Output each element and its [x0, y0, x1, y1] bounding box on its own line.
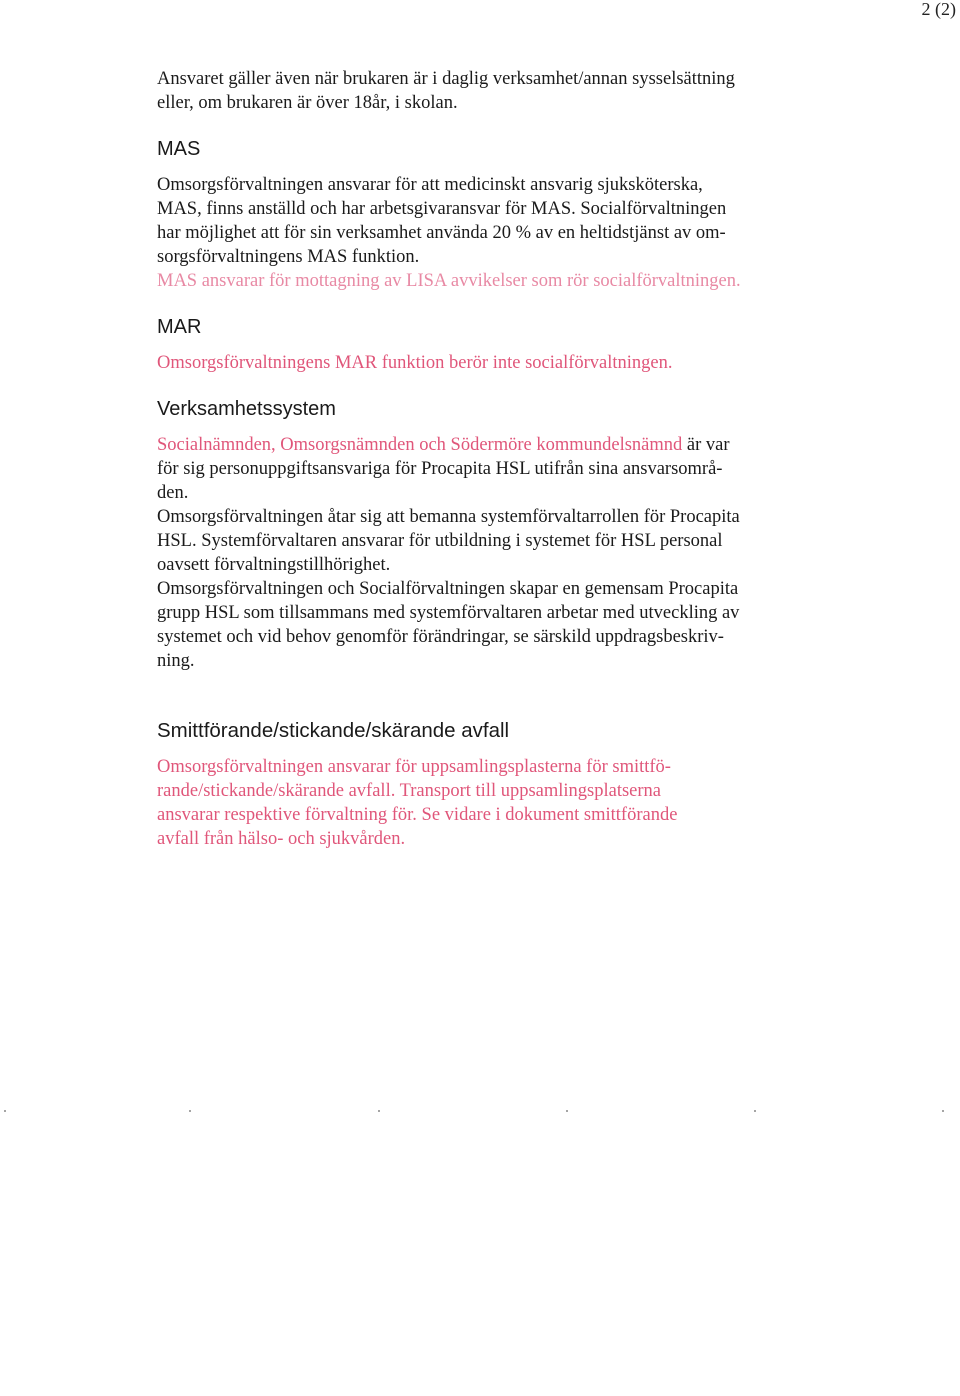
verksamhetssystem-line: systemet och vid behov genomför förändringar, se särskild uppdragsbeskriv-	[157, 627, 724, 647]
verksamhetssystem-line: Omsorgsförvaltningen och Socialförvaltningen skapar en gemensam Procapita	[157, 579, 739, 599]
verksamhetssystem-nämnder-text: Socialnämnden, Omsorgsnämnden och Södermöre kommundelsnämnd	[157, 435, 683, 455]
scan-dot	[378, 1110, 380, 1112]
verksamhetssystem-line: Omsorgsförvaltningen åtar sig att bemanna systemförvaltarrollen för Procapita	[157, 507, 740, 527]
verksamhetssystem-paragraph	[157, 433, 817, 673]
scan-dot	[566, 1110, 568, 1112]
smitt-line: ansvarar respektive förvaltning för. Se vidare i dokument smittförande	[157, 805, 678, 825]
mas-lisa-line: MAS ansvarar för mottagning av LISA avvikelser som rör socialförvaltningen.	[157, 271, 741, 291]
intro-paragraph	[157, 67, 817, 115]
scan-dot	[189, 1110, 191, 1112]
verksamhetssystem-line: ning.	[157, 651, 195, 671]
smitt-line: rande/stickande/skärande avfall. Transport till uppsamlingsplatserna	[157, 781, 662, 801]
smitt-paragraph	[157, 755, 817, 851]
mar-heading: MAR	[157, 316, 202, 338]
mas-heading: MAS	[157, 138, 201, 160]
verksamhetssystem-line: för sig personuppgiftsansvariga för Procapita HSL utifrån sina ansvarsområ-	[157, 459, 723, 479]
scan-dots	[0, 1110, 960, 1114]
page-number: 2 (2)	[921, 0, 956, 19]
verksamhetssystem-heading: Verksamhetssystem	[157, 398, 336, 420]
verksamhetssystem-line: HSL. Systemförvaltaren ansvarar för utbildning i systemet för HSL personal	[157, 531, 723, 551]
intro-line: Ansvaret gäller även när brukaren är i daglig verksamhet/annan sysselsättning	[157, 69, 735, 89]
mar-paragraph	[157, 351, 817, 375]
document-body	[157, 67, 817, 851]
smitt-line: Omsorgsförvaltningen ansvarar för uppsamlingsplasterna för smittfö-	[157, 757, 671, 777]
mas-line: MAS, finns anställd och har arbetsgivaransvar för MAS. Socialförvaltningen	[157, 199, 727, 219]
verksamhetssystem-line: grupp HSL som tillsammans med systemförvaltaren arbetar med utveckling av	[157, 603, 740, 623]
mas-line: Omsorgsförvaltningen ansvarar för att medicinskt ansvarig sjuksköterska,	[157, 175, 703, 195]
mas-paragraph	[157, 173, 817, 293]
verksamhetssystem-first-line-rest: är var	[682, 435, 730, 455]
verksamhetssystem-line: oavsett förvaltningstillhörighet.	[157, 555, 391, 575]
intro-line: eller, om brukaren är över 18år, i skolan.	[157, 93, 458, 113]
verksamhetssystem-line: den.	[157, 483, 189, 503]
mas-line: har möjlighet att för sin verksamhet använda 20 % av en heltidstjänst av om-	[157, 223, 726, 243]
scan-dot	[4, 1110, 6, 1112]
verksamhetssystem-first-line	[157, 433, 817, 457]
smitt-line: avfall från hälso- och sjukvården.	[157, 829, 406, 849]
scan-dot	[942, 1110, 944, 1112]
scan-dot	[754, 1110, 756, 1112]
mar-line: Omsorgsförvaltningens MAR funktion berör inte socialförvaltningen.	[157, 353, 673, 373]
smitt-heading: Smittförande/stickande/skärande avfall	[157, 719, 510, 742]
mas-line: sorgsförvaltningens MAS funktion.	[157, 247, 420, 267]
